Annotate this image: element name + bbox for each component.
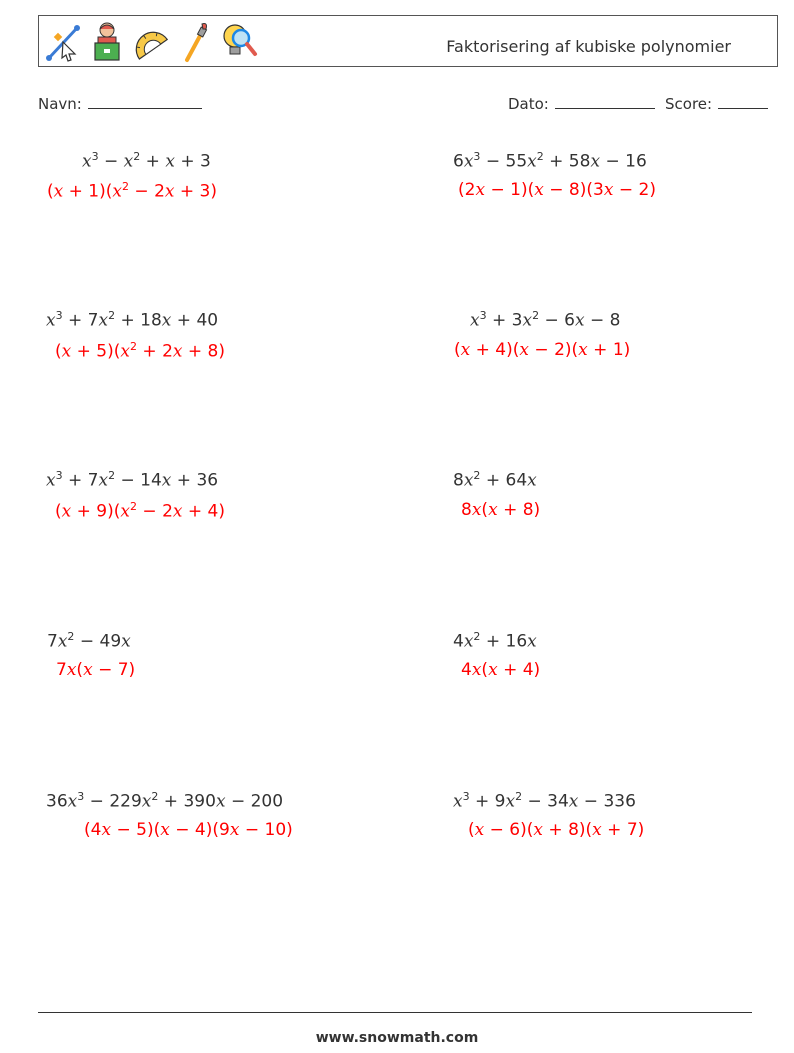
answer-8: 4x(x + 4) [461,660,541,680]
problem-3: $x^3 + 7x^2 + 18x + 40$ [46,309,219,331]
answer-7: 7x(x − 7) [56,660,136,680]
problem-10: $x^3 + 9x^2 - 34x - 336$ [453,790,636,812]
protractor-icon [131,20,171,64]
answer-1: $(x + 1)(x^2 - 2x + 3)$ [47,180,218,202]
score-label: Score: [665,95,713,113]
name-field[interactable] [38,93,202,113]
date-label: Dato: [508,95,549,113]
answer-10: (x − 6)(x + 8)(x + 7) [468,820,645,840]
date-field[interactable] [508,93,655,113]
score-line[interactable] [718,93,768,109]
name-label: Navn: [38,95,82,113]
name-line[interactable] [88,93,202,109]
footer-url: www.snowmath.com [315,1030,479,1046]
footer-rule [38,1012,752,1013]
problem-6: $8x^2 + 64x$ [453,469,537,491]
answer-6: 8x(x + 8) [461,500,541,520]
problem-4: $x^3 + 3x^2 - 6x - 8$ [470,309,621,331]
answer-9: (4x − 5)(x − 4)(9x − 10) [84,820,293,840]
problem-9: $36x^3 - 229x^2 + 390x - 200$ [46,790,284,812]
problem-7: $7x^2 - 49x$ [47,630,131,652]
answer-2: (2x − 1)(x − 8)(3x − 2) [458,180,656,200]
answer-3: $(x + 5)(x^2 + 2x + 8)$ [55,340,226,362]
score-field[interactable] [665,93,768,113]
answer-4: (x + 4)(x − 2)(x + 1) [454,340,631,360]
header-icons [43,20,259,64]
paintbrush-icon [175,20,215,64]
lightbulb-magnifier-icon [219,20,259,64]
problem-2: $6x^3 - 55x^2 + 58x - 16$ [453,150,647,172]
ruler-pencil-icon [43,20,83,64]
date-line[interactable] [555,93,655,109]
problem-5: $x^3 + 7x^2 - 14x + 36$ [46,469,219,491]
teacher-icon [87,20,127,64]
header-box [38,15,778,67]
worksheet-title: Faktorisering af kubiske polynomier [446,37,731,56]
problem-1: $x^3 - x^2 + x + 3$ [82,150,211,172]
answer-5: $(x + 9)(x^2 - 2x + 4)$ [55,500,226,522]
problem-8: $4x^2 + 16x$ [453,630,537,652]
